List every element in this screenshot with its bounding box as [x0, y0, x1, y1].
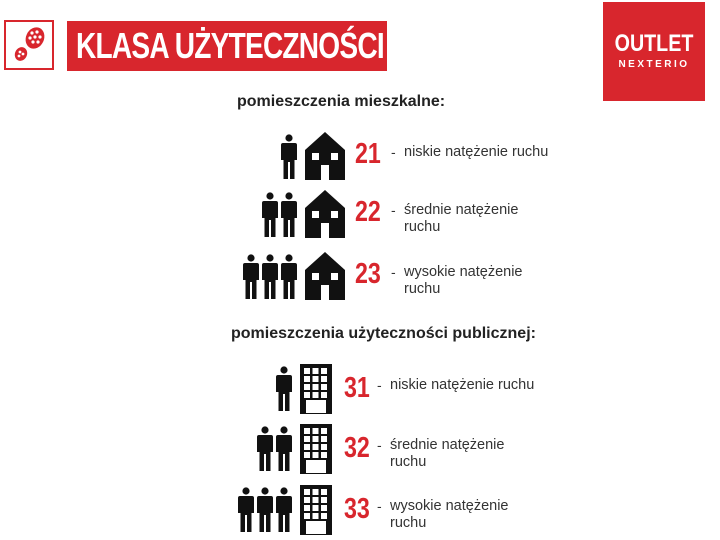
class-code: 23 — [355, 258, 381, 290]
house-icon — [305, 132, 345, 180]
separator-dash: - — [391, 202, 396, 218]
list-item — [0, 485, 720, 535]
people-group — [237, 487, 293, 533]
office-building-icon — [300, 424, 332, 474]
house-icon — [305, 252, 345, 300]
house-icon — [305, 252, 345, 305]
person-icon — [242, 254, 260, 300]
brand-line2: NEXTERIO — [618, 59, 690, 70]
person-icon — [256, 426, 274, 472]
office-building-icon — [300, 485, 332, 535]
person-icon — [280, 134, 298, 180]
footprint-logo — [4, 20, 54, 70]
person-icon — [280, 192, 298, 238]
class-code: 32 — [344, 432, 370, 464]
traffic-description: niskie natężenie ruchu — [390, 377, 535, 393]
people-group — [280, 134, 298, 180]
section-title-public: pomieszczenia użyteczności publicznej: — [231, 325, 536, 342]
class-code: 22 — [355, 196, 381, 228]
house-icon — [305, 190, 345, 243]
list-item — [0, 424, 720, 474]
person-icon — [280, 254, 298, 300]
people-group — [261, 192, 298, 238]
title-text: KLASA UŻYTECZNOŚCI — [76, 25, 384, 66]
section-title-residential: pomieszczenia mieszkalne: — [237, 93, 446, 110]
traffic-description: wysokie natężenie ruchu — [390, 498, 509, 531]
footprint-icon — [6, 22, 52, 68]
office-building-icon — [300, 424, 332, 479]
list-item — [0, 364, 720, 414]
separator-dash: - — [391, 264, 396, 280]
person-icon — [275, 366, 293, 412]
page-title — [67, 21, 387, 71]
traffic-description: średnie natężenie ruchu — [390, 437, 505, 470]
class-code: 21 — [355, 138, 381, 170]
list-item — [0, 132, 720, 182]
person-icon — [261, 254, 279, 300]
person-icon — [275, 426, 293, 472]
house-icon — [305, 132, 345, 185]
separator-dash: - — [377, 437, 382, 453]
traffic-description: średnie natężenie ruchu — [404, 202, 519, 235]
brand-line1: OUTLET — [614, 30, 694, 57]
people-group — [242, 254, 298, 300]
house-icon — [305, 190, 345, 238]
traffic-description: wysokie natężenie ruchu — [404, 264, 523, 297]
brand-logo — [603, 2, 705, 101]
people-group — [256, 426, 293, 472]
separator-dash: - — [377, 498, 382, 514]
person-icon — [237, 487, 255, 533]
person-icon — [275, 487, 293, 533]
office-building-icon — [300, 364, 332, 419]
people-group — [275, 366, 293, 412]
separator-dash: - — [377, 377, 382, 393]
list-item — [0, 252, 720, 302]
list-item — [0, 190, 720, 240]
office-building-icon — [300, 364, 332, 414]
person-icon — [261, 192, 279, 238]
traffic-description: niskie natężenie ruchu — [404, 144, 549, 160]
class-code: 33 — [344, 493, 370, 525]
office-building-icon — [300, 485, 332, 540]
separator-dash: - — [391, 144, 396, 160]
class-code: 31 — [344, 372, 370, 404]
person-icon — [256, 487, 274, 533]
